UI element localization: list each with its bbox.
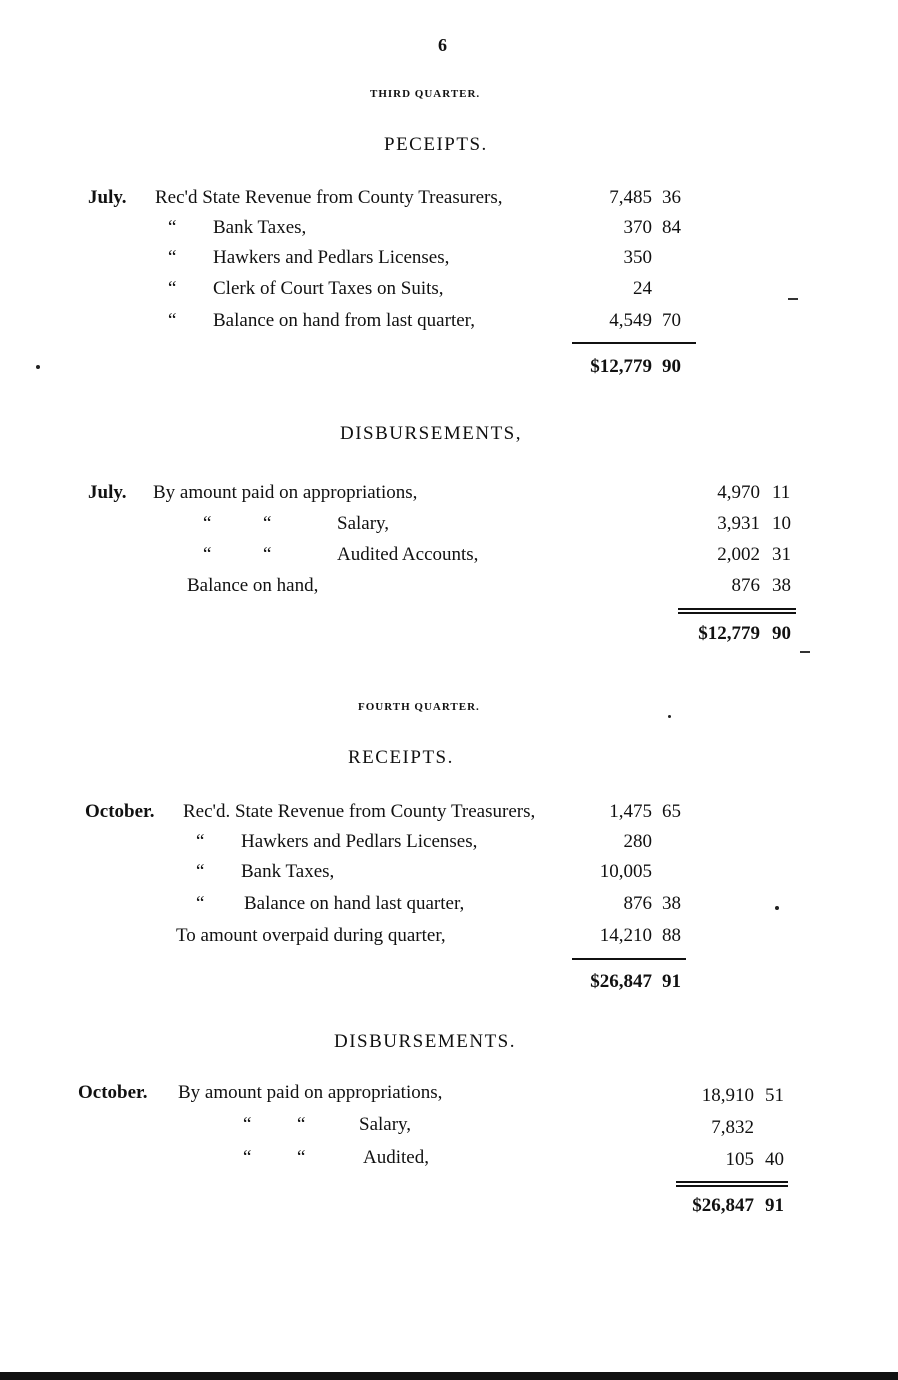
q4-receipt-dollars: 1,475 — [609, 801, 652, 822]
q4-disbursements-title: DISBURSEMENTS. — [334, 1031, 516, 1052]
third-quarter-heading: THIRD QUARTER. — [370, 88, 481, 100]
q3-receipt-cents: 84 — [662, 217, 681, 238]
q3-receipt-desc: Rec'd State Revenue from County Treasurers, — [155, 187, 503, 208]
q3-disb-dollars: 3,931 — [717, 513, 760, 534]
ink-speck — [775, 906, 779, 910]
q4-disb-cents: 51 — [765, 1085, 784, 1106]
q3-disb-desc: By amount paid on appropriations, — [153, 482, 418, 503]
q4-receipts-month: October. — [85, 801, 155, 822]
sum-rule — [572, 342, 696, 344]
q4-receipt-desc: Hawkers and Pedlars Licenses, — [241, 831, 478, 852]
q4-receipts-total-dollars: $26,847 — [590, 971, 652, 992]
q4-receipt-desc: Balance on hand last quarter, — [244, 893, 465, 914]
q3-receipts-title: PECEIPTS. — [384, 134, 488, 155]
q4-disb-desc: Salary, — [359, 1114, 412, 1135]
ditto-mark: “ — [243, 1147, 252, 1168]
q4-disb-total-cents: 91 — [765, 1195, 784, 1216]
q3-disb-cents: 31 — [772, 544, 791, 565]
sum-rule — [678, 608, 796, 610]
q4-disb-desc: By amount paid on appropriations, — [178, 1082, 443, 1103]
q4-disb-dollars: 7,832 — [711, 1117, 754, 1138]
scan-edge — [0, 1372, 898, 1380]
ink-speck — [788, 298, 798, 300]
q3-disb-cents: 11 — [772, 482, 791, 503]
q3-disb-dollars: 2,002 — [717, 544, 760, 565]
q3-receipt-desc: Bank Taxes, — [213, 217, 307, 238]
q4-receipt-dollars: 14,210 — [599, 925, 652, 946]
q4-receipt-cents: 88 — [662, 925, 681, 946]
q4-disb-dollars: 18,910 — [701, 1085, 754, 1106]
q3-disb-dollars: 4,970 — [717, 482, 760, 503]
q3-receipt-dollars: 7,485 — [609, 187, 652, 208]
q3-receipt-dollars: 24 — [633, 278, 652, 299]
q4-disb-dollars: 105 — [725, 1149, 754, 1170]
q4-receipts-total-cents: 91 — [662, 971, 681, 992]
q4-receipt-desc: Bank Taxes, — [241, 861, 335, 882]
q4-receipt-cents: 38 — [662, 893, 681, 914]
sum-rule — [678, 612, 796, 614]
ditto-mark: “ — [263, 544, 272, 565]
ink-speck — [800, 651, 810, 653]
ditto-mark: “ — [168, 310, 177, 331]
q4-receipt-desc: Rec'd. State Revenue from County Treasurers, — [183, 801, 536, 822]
fourth-quarter-heading: FOURTH QUARTER. — [358, 701, 480, 713]
q3-receipts-total-dollars: $12,779 — [590, 356, 652, 377]
q3-receipt-dollars: 370 — [623, 217, 652, 238]
q4-disb-cents: 40 — [765, 1149, 784, 1170]
q3-receipts-month: July. — [88, 187, 127, 208]
page-number: 6 — [438, 35, 447, 55]
ditto-mark: “ — [263, 513, 272, 534]
q3-disb-desc: Balance on hand, — [187, 575, 319, 596]
q4-disb-desc: Audited, — [363, 1147, 429, 1168]
q3-disbursements-title: DISBURSEMENTS, — [340, 423, 522, 444]
sum-rule — [676, 1181, 788, 1183]
q3-disb-total-cents: 90 — [772, 623, 791, 644]
q3-receipt-dollars: 4,549 — [609, 310, 652, 331]
q3-disb-cents: 38 — [772, 575, 791, 596]
q4-receipts-title: RECEIPTS. — [348, 747, 454, 768]
q4-disbursements-month: October. — [78, 1082, 148, 1103]
q3-disb-dollars: 876 — [731, 575, 760, 596]
q4-disb-total-dollars: $26,847 — [692, 1195, 754, 1216]
q3-receipts-total-cents: 90 — [662, 356, 681, 377]
ink-speck — [36, 365, 40, 369]
ditto-mark: “ — [203, 513, 212, 534]
sum-rule — [572, 958, 686, 960]
ditto-mark: “ — [168, 247, 177, 268]
ditto-mark: “ — [203, 544, 212, 565]
q3-receipt-cents: 70 — [662, 310, 681, 331]
q4-receipt-dollars: 876 — [623, 893, 652, 914]
q3-receipt-desc: Balance on hand from last quarter, — [213, 310, 475, 331]
ink-speck — [668, 715, 671, 718]
q3-receipt-dollars: 350 — [623, 247, 652, 268]
q3-receipt-desc: Hawkers and Pedlars Licenses, — [213, 247, 450, 268]
q3-disbursements-month: July. — [88, 482, 127, 503]
ditto-mark: “ — [297, 1147, 306, 1168]
q3-disb-total-dollars: $12,779 — [698, 623, 760, 644]
q3-disb-desc: Audited Accounts, — [337, 544, 479, 565]
q4-receipt-cents: 65 — [662, 801, 681, 822]
q3-disb-desc: Salary, — [337, 513, 390, 534]
q3-receipt-desc: Clerk of Court Taxes on Suits, — [213, 278, 444, 299]
sum-rule — [676, 1185, 788, 1187]
ditto-mark: “ — [168, 217, 177, 238]
ditto-mark: “ — [243, 1114, 252, 1135]
q3-receipt-cents: 36 — [662, 187, 681, 208]
ditto-mark: “ — [196, 893, 205, 914]
ditto-mark: “ — [297, 1114, 306, 1135]
ditto-mark: “ — [196, 831, 205, 852]
ditto-mark: “ — [196, 861, 205, 882]
q3-disb-cents: 10 — [772, 513, 791, 534]
q4-receipt-dollars: 10,005 — [599, 861, 652, 882]
q4-receipt-dollars: 280 — [623, 831, 652, 852]
ditto-mark: “ — [168, 278, 177, 299]
q4-receipt-desc: To amount overpaid during quarter, — [176, 925, 446, 946]
